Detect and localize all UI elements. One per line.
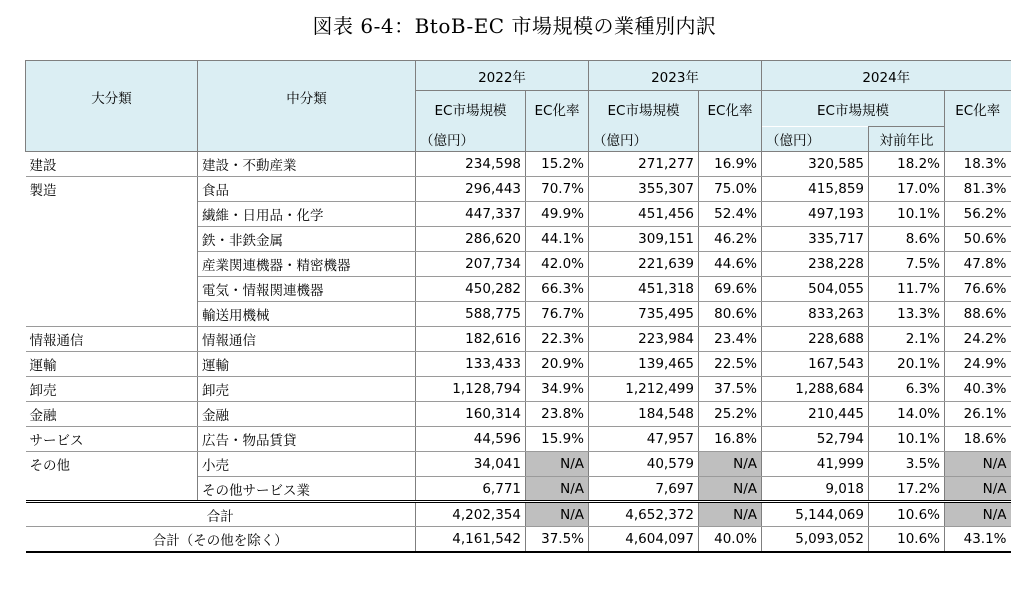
header-yoy: 対前年比 (869, 127, 945, 152)
yoy-2024-cell: 11.7% (869, 277, 945, 302)
rate-2022-cell: 66.3% (526, 277, 589, 302)
btob-ec-table (25, 60, 1011, 553)
market-2024-cell: 320,585 (762, 152, 869, 177)
market-2024-cell: 228,688 (762, 327, 869, 352)
yoy-2024-cell: 10.1% (869, 202, 945, 227)
minor-cell: 電気・情報関連機器 (198, 277, 416, 302)
market-2023-cell: 271,277 (589, 152, 699, 177)
header-ec-rate-2023: EC化率 (699, 91, 762, 152)
header-ec-rate-2022: EC化率 (526, 91, 589, 152)
market-2023-cell: 355,307 (589, 177, 699, 202)
minor-cell: 情報通信 (198, 327, 416, 352)
header-year-2024: 2024年 (762, 61, 1011, 91)
market-2022-cell: 160,314 (416, 402, 526, 427)
market-2024-cell: 497,193 (762, 202, 869, 227)
market-2023-cell: 223,984 (589, 327, 699, 352)
major-cell (26, 202, 198, 227)
header-minor: 中分類 (198, 61, 416, 152)
rate-2022-cell: 20.9% (526, 352, 589, 377)
rate-2024-cell: 88.6% (945, 302, 1011, 327)
major-cell (26, 477, 198, 502)
major-cell (26, 277, 198, 302)
header-major: 大分類 (26, 61, 198, 152)
market-2023-cell: 451,318 (589, 277, 699, 302)
table-row (26, 202, 1011, 227)
rate-2024-cell: 47.8% (945, 252, 1011, 277)
rate-2024-cell: 76.6% (945, 277, 1011, 302)
market-2022-cell: 207,734 (416, 252, 526, 277)
minor-cell: 輸送用機械 (198, 302, 416, 327)
market-2022-cell: 286,620 (416, 227, 526, 252)
rate-2024-cell: 40.3% (945, 377, 1011, 402)
market-2023-cell: 1,212,499 (589, 377, 699, 402)
rate-2023-cell: 44.6% (699, 252, 762, 277)
market-2022-cell: 4,161,542 (416, 527, 526, 552)
market-2023-cell: 451,456 (589, 202, 699, 227)
yoy-2024-cell: 13.3% (869, 302, 945, 327)
rate-2022-cell: 22.3% (526, 327, 589, 352)
market-2022-cell: 44,596 (416, 427, 526, 452)
rate-2024-cell: 56.2% (945, 202, 1011, 227)
market-2022-cell: 34,041 (416, 452, 526, 477)
rate-2022-cell: 70.7% (526, 177, 589, 202)
table-row (26, 227, 1011, 252)
table-row (26, 327, 1011, 352)
major-cell: その他 (26, 452, 198, 477)
header-year-2023: 2023年 (589, 61, 762, 91)
table-body (26, 152, 1011, 552)
minor-cell: 金融 (198, 402, 416, 427)
rate-2022-cell: 34.9% (526, 377, 589, 402)
market-2023-cell: 40,579 (589, 452, 699, 477)
minor-cell: 鉄・非鉄金属 (198, 227, 416, 252)
yoy-2024-cell: 20.1% (869, 352, 945, 377)
rate-2024-cell: 24.9% (945, 352, 1011, 377)
header-unit-2023: （億円） (589, 127, 699, 152)
rate-2023-cell: 23.4% (699, 327, 762, 352)
table-row (26, 427, 1011, 452)
rate-2024-cell: N/A (945, 477, 1011, 502)
market-2022-cell: 588,775 (416, 302, 526, 327)
yoy-2024-cell: 10.6% (869, 527, 945, 552)
market-2022-cell: 1,128,794 (416, 377, 526, 402)
major-cell: 卸売 (26, 377, 198, 402)
market-2024-cell: 238,228 (762, 252, 869, 277)
major-cell (26, 252, 198, 277)
yoy-2024-cell: 18.2% (869, 152, 945, 177)
rate-2024-cell: 18.3% (945, 152, 1011, 177)
market-2024-cell: 52,794 (762, 427, 869, 452)
minor-cell: 産業関連機器・精密機器 (198, 252, 416, 277)
minor-cell: 小売 (198, 452, 416, 477)
rate-2023-cell: 16.8% (699, 427, 762, 452)
market-2022-cell: 4,202,354 (416, 502, 526, 527)
rate-2023-cell: 25.2% (699, 402, 762, 427)
market-2024-cell: 504,055 (762, 277, 869, 302)
market-2022-cell: 450,282 (416, 277, 526, 302)
market-2022-cell: 133,433 (416, 352, 526, 377)
header-market-size-2023: EC市場規模 (589, 91, 699, 127)
market-2024-cell: 5,144,069 (762, 502, 869, 527)
rate-2022-cell: N/A (526, 502, 589, 527)
market-2023-cell: 139,465 (589, 352, 699, 377)
market-2022-cell: 182,616 (416, 327, 526, 352)
table-row (26, 352, 1011, 377)
yoy-2024-cell: 10.6% (869, 502, 945, 527)
yoy-2024-cell: 7.5% (869, 252, 945, 277)
major-cell: 建設 (26, 152, 198, 177)
market-2022-cell: 447,337 (416, 202, 526, 227)
rate-2022-cell: 23.8% (526, 402, 589, 427)
market-2023-cell: 4,604,097 (589, 527, 699, 552)
market-2023-cell: 184,548 (589, 402, 699, 427)
rate-2023-cell: 46.2% (699, 227, 762, 252)
rate-2023-cell: 52.4% (699, 202, 762, 227)
yoy-2024-cell: 8.6% (869, 227, 945, 252)
rate-2024-cell: 26.1% (945, 402, 1011, 427)
market-2024-cell: 9,018 (762, 477, 869, 502)
market-2024-cell: 210,445 (762, 402, 869, 427)
total-row (26, 527, 1011, 552)
total-label: 合計 (26, 502, 416, 527)
rate-2022-cell: 76.7% (526, 302, 589, 327)
rate-2024-cell: 50.6% (945, 227, 1011, 252)
rate-2022-cell: N/A (526, 477, 589, 502)
rate-2022-cell: 37.5% (526, 527, 589, 552)
market-2024-cell: 167,543 (762, 352, 869, 377)
minor-cell: 卸売 (198, 377, 416, 402)
header-unit-2024: （億円） (762, 127, 869, 152)
market-2023-cell: 47,957 (589, 427, 699, 452)
minor-cell: 広告・物品賃貸 (198, 427, 416, 452)
table-row (26, 177, 1011, 202)
rate-2023-cell: 75.0% (699, 177, 762, 202)
table-row (26, 252, 1011, 277)
rate-2022-cell: 49.9% (526, 202, 589, 227)
major-cell: 情報通信 (26, 327, 198, 352)
market-2023-cell: 4,652,372 (589, 502, 699, 527)
table-row (26, 152, 1011, 177)
minor-cell: 繊維・日用品・化学 (198, 202, 416, 227)
market-2024-cell: 41,999 (762, 452, 869, 477)
minor-cell: 運輸 (198, 352, 416, 377)
major-cell (26, 302, 198, 327)
rate-2024-cell: 18.6% (945, 427, 1011, 452)
major-cell: 運輸 (26, 352, 198, 377)
rate-2024-cell: 24.2% (945, 327, 1011, 352)
rate-2022-cell: 15.2% (526, 152, 589, 177)
market-2022-cell: 296,443 (416, 177, 526, 202)
rate-2023-cell: N/A (699, 452, 762, 477)
header-market-size-2024: EC市場規模 (762, 91, 945, 127)
rate-2023-cell: 37.5% (699, 377, 762, 402)
yoy-2024-cell: 17.0% (869, 177, 945, 202)
yoy-2024-cell: 10.1% (869, 427, 945, 452)
rate-2024-cell: 43.1% (945, 527, 1011, 552)
yoy-2024-cell: 2.1% (869, 327, 945, 352)
table-row (26, 277, 1011, 302)
rate-2023-cell: 16.9% (699, 152, 762, 177)
rate-2023-cell: N/A (699, 477, 762, 502)
market-2023-cell: 309,151 (589, 227, 699, 252)
market-2022-cell: 234,598 (416, 152, 526, 177)
market-2024-cell: 5,093,052 (762, 527, 869, 552)
market-2023-cell: 7,697 (589, 477, 699, 502)
rate-2024-cell: N/A (945, 452, 1011, 477)
minor-cell: 建設・不動産業 (198, 152, 416, 177)
total-row (26, 502, 1011, 527)
header-year-2022: 2022年 (416, 61, 589, 91)
table-row (26, 402, 1011, 427)
rate-2023-cell: 40.0% (699, 527, 762, 552)
total-label: 合計（その他を除く） (26, 527, 416, 552)
major-cell: 金融 (26, 402, 198, 427)
table-row (26, 377, 1011, 402)
table-row (26, 477, 1011, 502)
minor-cell: 食品 (198, 177, 416, 202)
yoy-2024-cell: 6.3% (869, 377, 945, 402)
table-title: 図表 6-4：BtoB-EC 市場規模の業種別内訳 (312, 14, 717, 38)
rate-2024-cell: 81.3% (945, 177, 1011, 202)
rate-2022-cell: 15.9% (526, 427, 589, 452)
header-ec-rate-2024: EC化率 (945, 91, 1011, 152)
table-row (26, 302, 1011, 327)
market-2023-cell: 735,495 (589, 302, 699, 327)
rate-2023-cell: 22.5% (699, 352, 762, 377)
rate-2022-cell: 42.0% (526, 252, 589, 277)
market-2022-cell: 6,771 (416, 477, 526, 502)
major-cell: 製造 (26, 177, 198, 202)
market-2023-cell: 221,639 (589, 252, 699, 277)
rate-2023-cell: 69.6% (699, 277, 762, 302)
rate-2023-cell: N/A (699, 502, 762, 527)
market-2024-cell: 415,859 (762, 177, 869, 202)
major-cell (26, 227, 198, 252)
table-header (26, 61, 1011, 152)
rate-2022-cell: 44.1% (526, 227, 589, 252)
header-unit-2022: （億円） (416, 127, 526, 152)
rate-2022-cell: N/A (526, 452, 589, 477)
yoy-2024-cell: 3.5% (869, 452, 945, 477)
rate-2023-cell: 80.6% (699, 302, 762, 327)
header-market-size-2022: EC市場規模 (416, 91, 526, 127)
market-2024-cell: 1,288,684 (762, 377, 869, 402)
minor-cell: その他サービス業 (198, 477, 416, 502)
market-2024-cell: 833,263 (762, 302, 869, 327)
rate-2024-cell: N/A (945, 502, 1011, 527)
table-row (26, 452, 1011, 477)
major-cell: サービス (26, 427, 198, 452)
market-2024-cell: 335,717 (762, 227, 869, 252)
yoy-2024-cell: 14.0% (869, 402, 945, 427)
yoy-2024-cell: 17.2% (869, 477, 945, 502)
